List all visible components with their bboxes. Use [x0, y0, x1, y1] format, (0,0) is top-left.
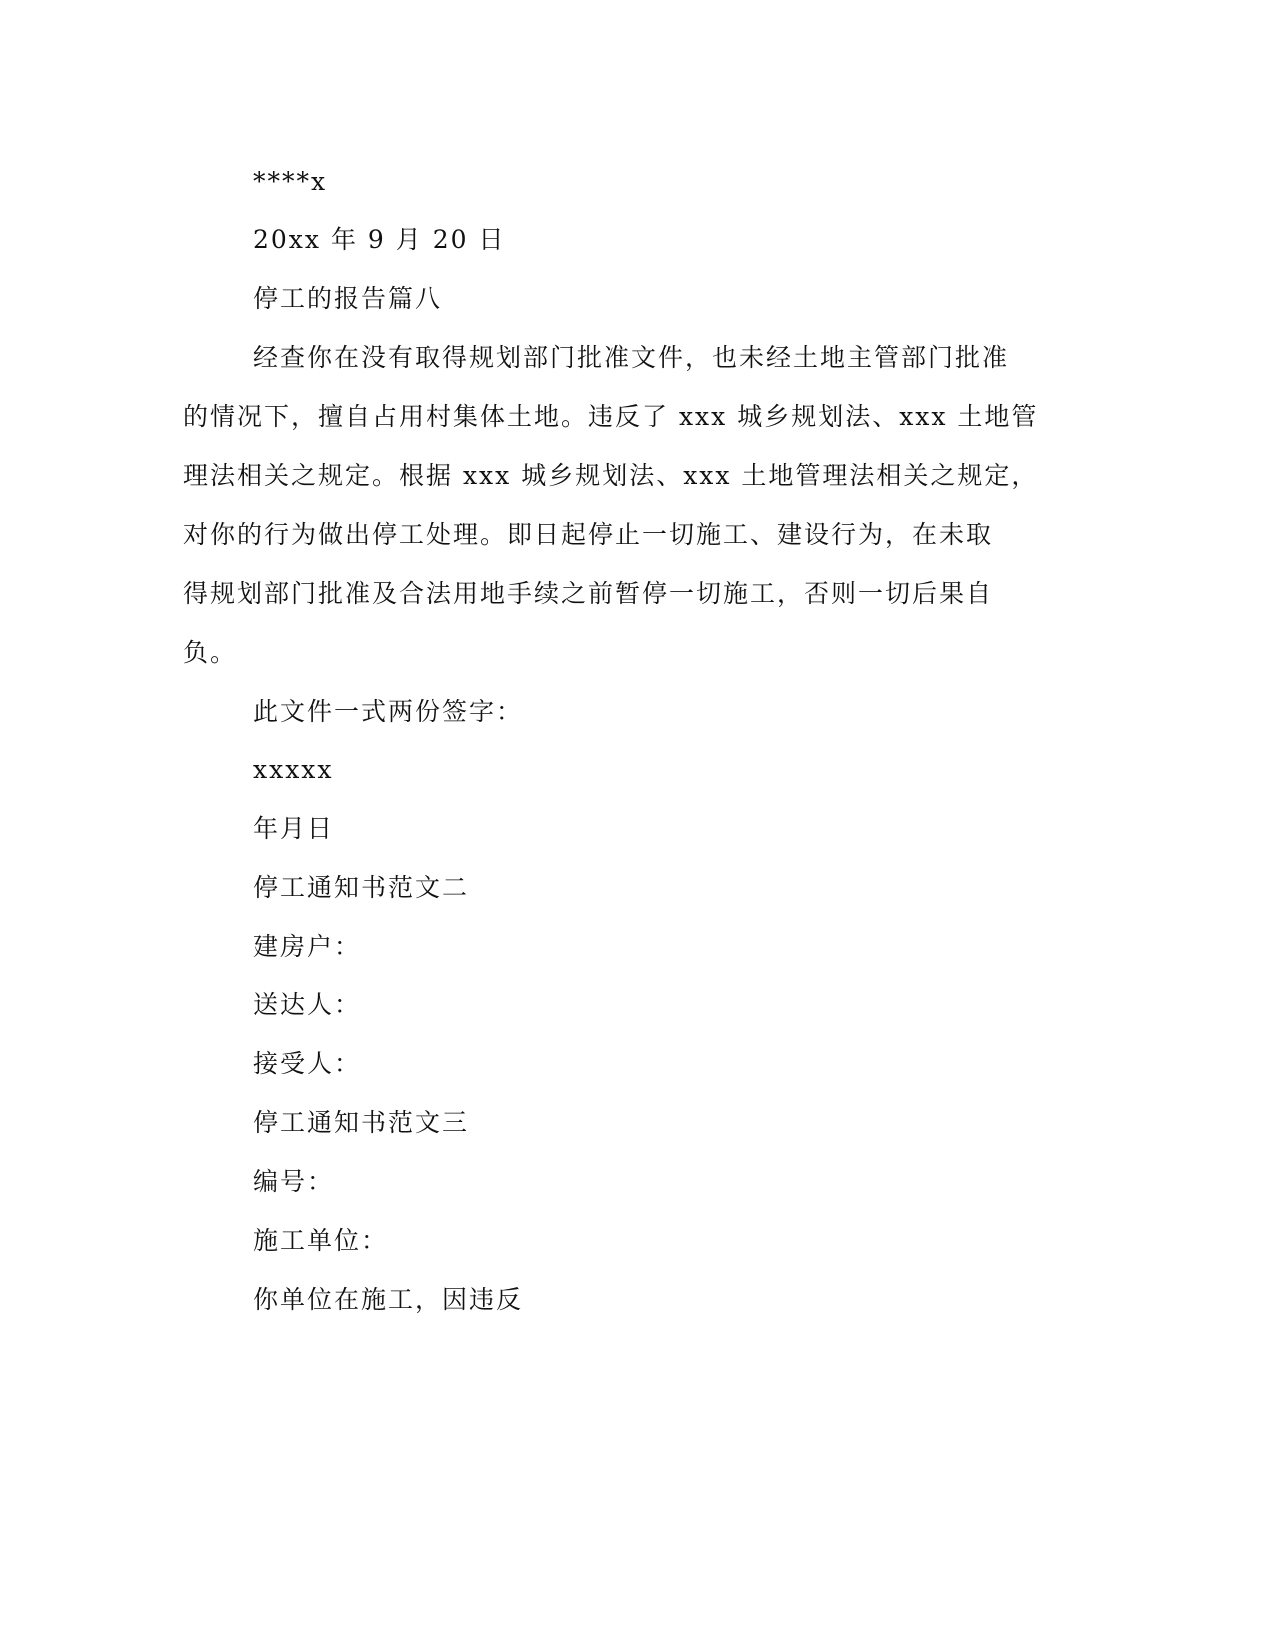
paragraph-line: 理法相关之规定。根据 xxx 城乡规划法、xxx 土地管理法相关之规定，	[183, 461, 1039, 490]
field-label: 施工单位：	[253, 1226, 389, 1255]
date-line: 20xx 年 9 月 20 日	[253, 225, 506, 254]
field-label: 建房户：	[253, 932, 362, 961]
paragraph-line: 负。	[183, 638, 238, 667]
section-heading: 停工通知书范文二	[253, 873, 470, 902]
paragraph-line: 你单位在施工，因违反	[253, 1285, 524, 1314]
paragraph-line: 经查你在没有取得规划部门批准文件，也未经土地主管部门批准	[253, 343, 1010, 372]
paragraph-line: 对你的行为做出停工处理。即日起停止一切施工、建设行为，在未取	[183, 520, 994, 549]
paragraph-line: 的情况下，擅自占用村集体土地。违反了 xxx 城乡规划法、xxx 土地管	[183, 402, 1039, 431]
date-placeholder: 年月日	[253, 814, 335, 843]
field-label: 送达人：	[253, 990, 362, 1019]
section-heading: 停工通知书范文三	[253, 1108, 470, 1137]
field-label: 编号：	[253, 1167, 335, 1196]
signer-name: xxxxx	[253, 755, 334, 784]
copies-note: 此文件一式两份签字：	[253, 697, 524, 726]
section-heading: 停工的报告篇八	[253, 284, 443, 313]
signature-text: ****x	[253, 167, 328, 196]
paragraph-line: 得规划部门批准及合法用地手续之前暂停一切施工，否则一切后果自	[183, 579, 994, 608]
field-label: 接受人：	[253, 1049, 362, 1078]
